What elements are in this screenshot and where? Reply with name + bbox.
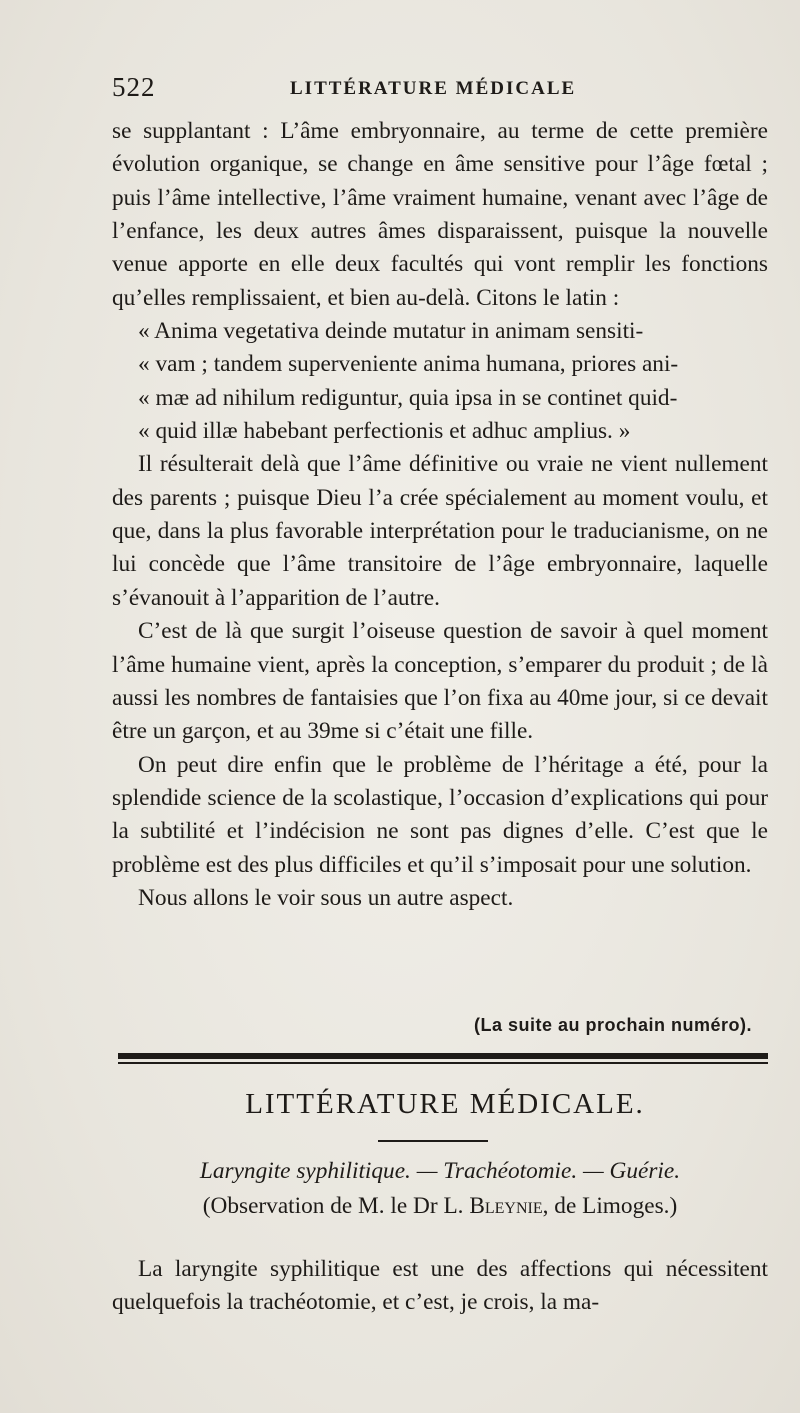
article-body — [112, 1253, 768, 1320]
paragraph-laryngite: La laryngite syphilitique est une des affections qui nécessitent quelquefois la trachéotomie, et c’est, je crois, la ma- — [112, 1256, 768, 1316]
article-subtitle: Laryngite syphilitique. — Trachéotomie. — Guérie. — [199, 1158, 681, 1184]
paragraph-question-oiseuse: C’est de là que surgit l’oiseuse question de savoir à quel moment l’âme humaine vient, après la conception, s’emparer du produit ; de là aussi les nombres de fantaisies que l’on fixa au 40me jour, si ce devait être un garçon, et au 39me si c’était une fille. — [112, 618, 768, 745]
paragraph-ame-embryonnaire: se supplantant : L’âme embryonnaire, au terme de cette première évolution organique, se change en âme sensitive pour l’âge fœtal ; puis l’âme intellective, l’âme vraiment humaine, venant avec l’âge de l’enfance, les deux autres âmes disparaissent, puisque la nouvelle venue apporte en elle deux facultés qui vont remplir les fonctions qu’elles remplissaient, et bien au-delà. Citons le latin : — [112, 118, 768, 311]
divider-thin — [118, 1062, 768, 1064]
author-name: Bleynie — [469, 1193, 543, 1219]
article-continuation — [112, 115, 768, 915]
running-title: LITTÉRATURE MÉDICALE — [290, 78, 577, 99]
observation-suffix: , de Limoges.) — [542, 1193, 678, 1219]
latin-line: « mæ ad nihilum rediguntur, quia ipsa in se continet quid- — [138, 384, 678, 411]
paragraph-probleme-heritage: On peut dire enfin que le problème de l’héritage a été, pour la splendide science de la scolastique, l’occasion d’explications qui pour la subtilité et l’indécision ne sont pas dignes d’elle. C’est que le problème est des plus difficiles et qu’il s’imposait pour une solution. — [112, 751, 768, 878]
paragraph-ame-definitive: Il résulterait delà que l’âme définitive ou vraie ne vient nullement des parents ; puisque Dieu l’a crée spécialement au moment voulu, et que, dans la plus favorable interprétation pour le traducianisme, on ne lui concède que l’âme transitoire de l’âge embryonnaire, laquelle s’évanouit à l’apparition de l’autre. — [112, 451, 768, 611]
title-underline — [378, 1140, 488, 1142]
page-number: 522 — [112, 72, 156, 102]
latin-line: « Anima vegetativa deinde mutatur in animam sensiti- — [138, 318, 644, 345]
paragraph-autre-aspect: Nous allons le voir sous un autre aspect. — [138, 884, 514, 911]
running-head — [112, 72, 772, 106]
observation-prefix: (Observation de M. le Dr L. — [202, 1193, 470, 1219]
latin-line: « vam ; tandem superveniente anima humana, priores ani- — [138, 351, 679, 378]
continued-notice: (La suite au prochain numéro). — [473, 1015, 752, 1035]
section-title: LITTÉRATURE MÉDICALE. — [245, 1088, 645, 1120]
observation-byline — [112, 1193, 768, 1220]
divider-thick — [118, 1053, 768, 1059]
latin-line: « quid illæ habebant perfectionis et adhuc amplius. » — [138, 418, 631, 445]
latin-quotation — [112, 315, 768, 448]
